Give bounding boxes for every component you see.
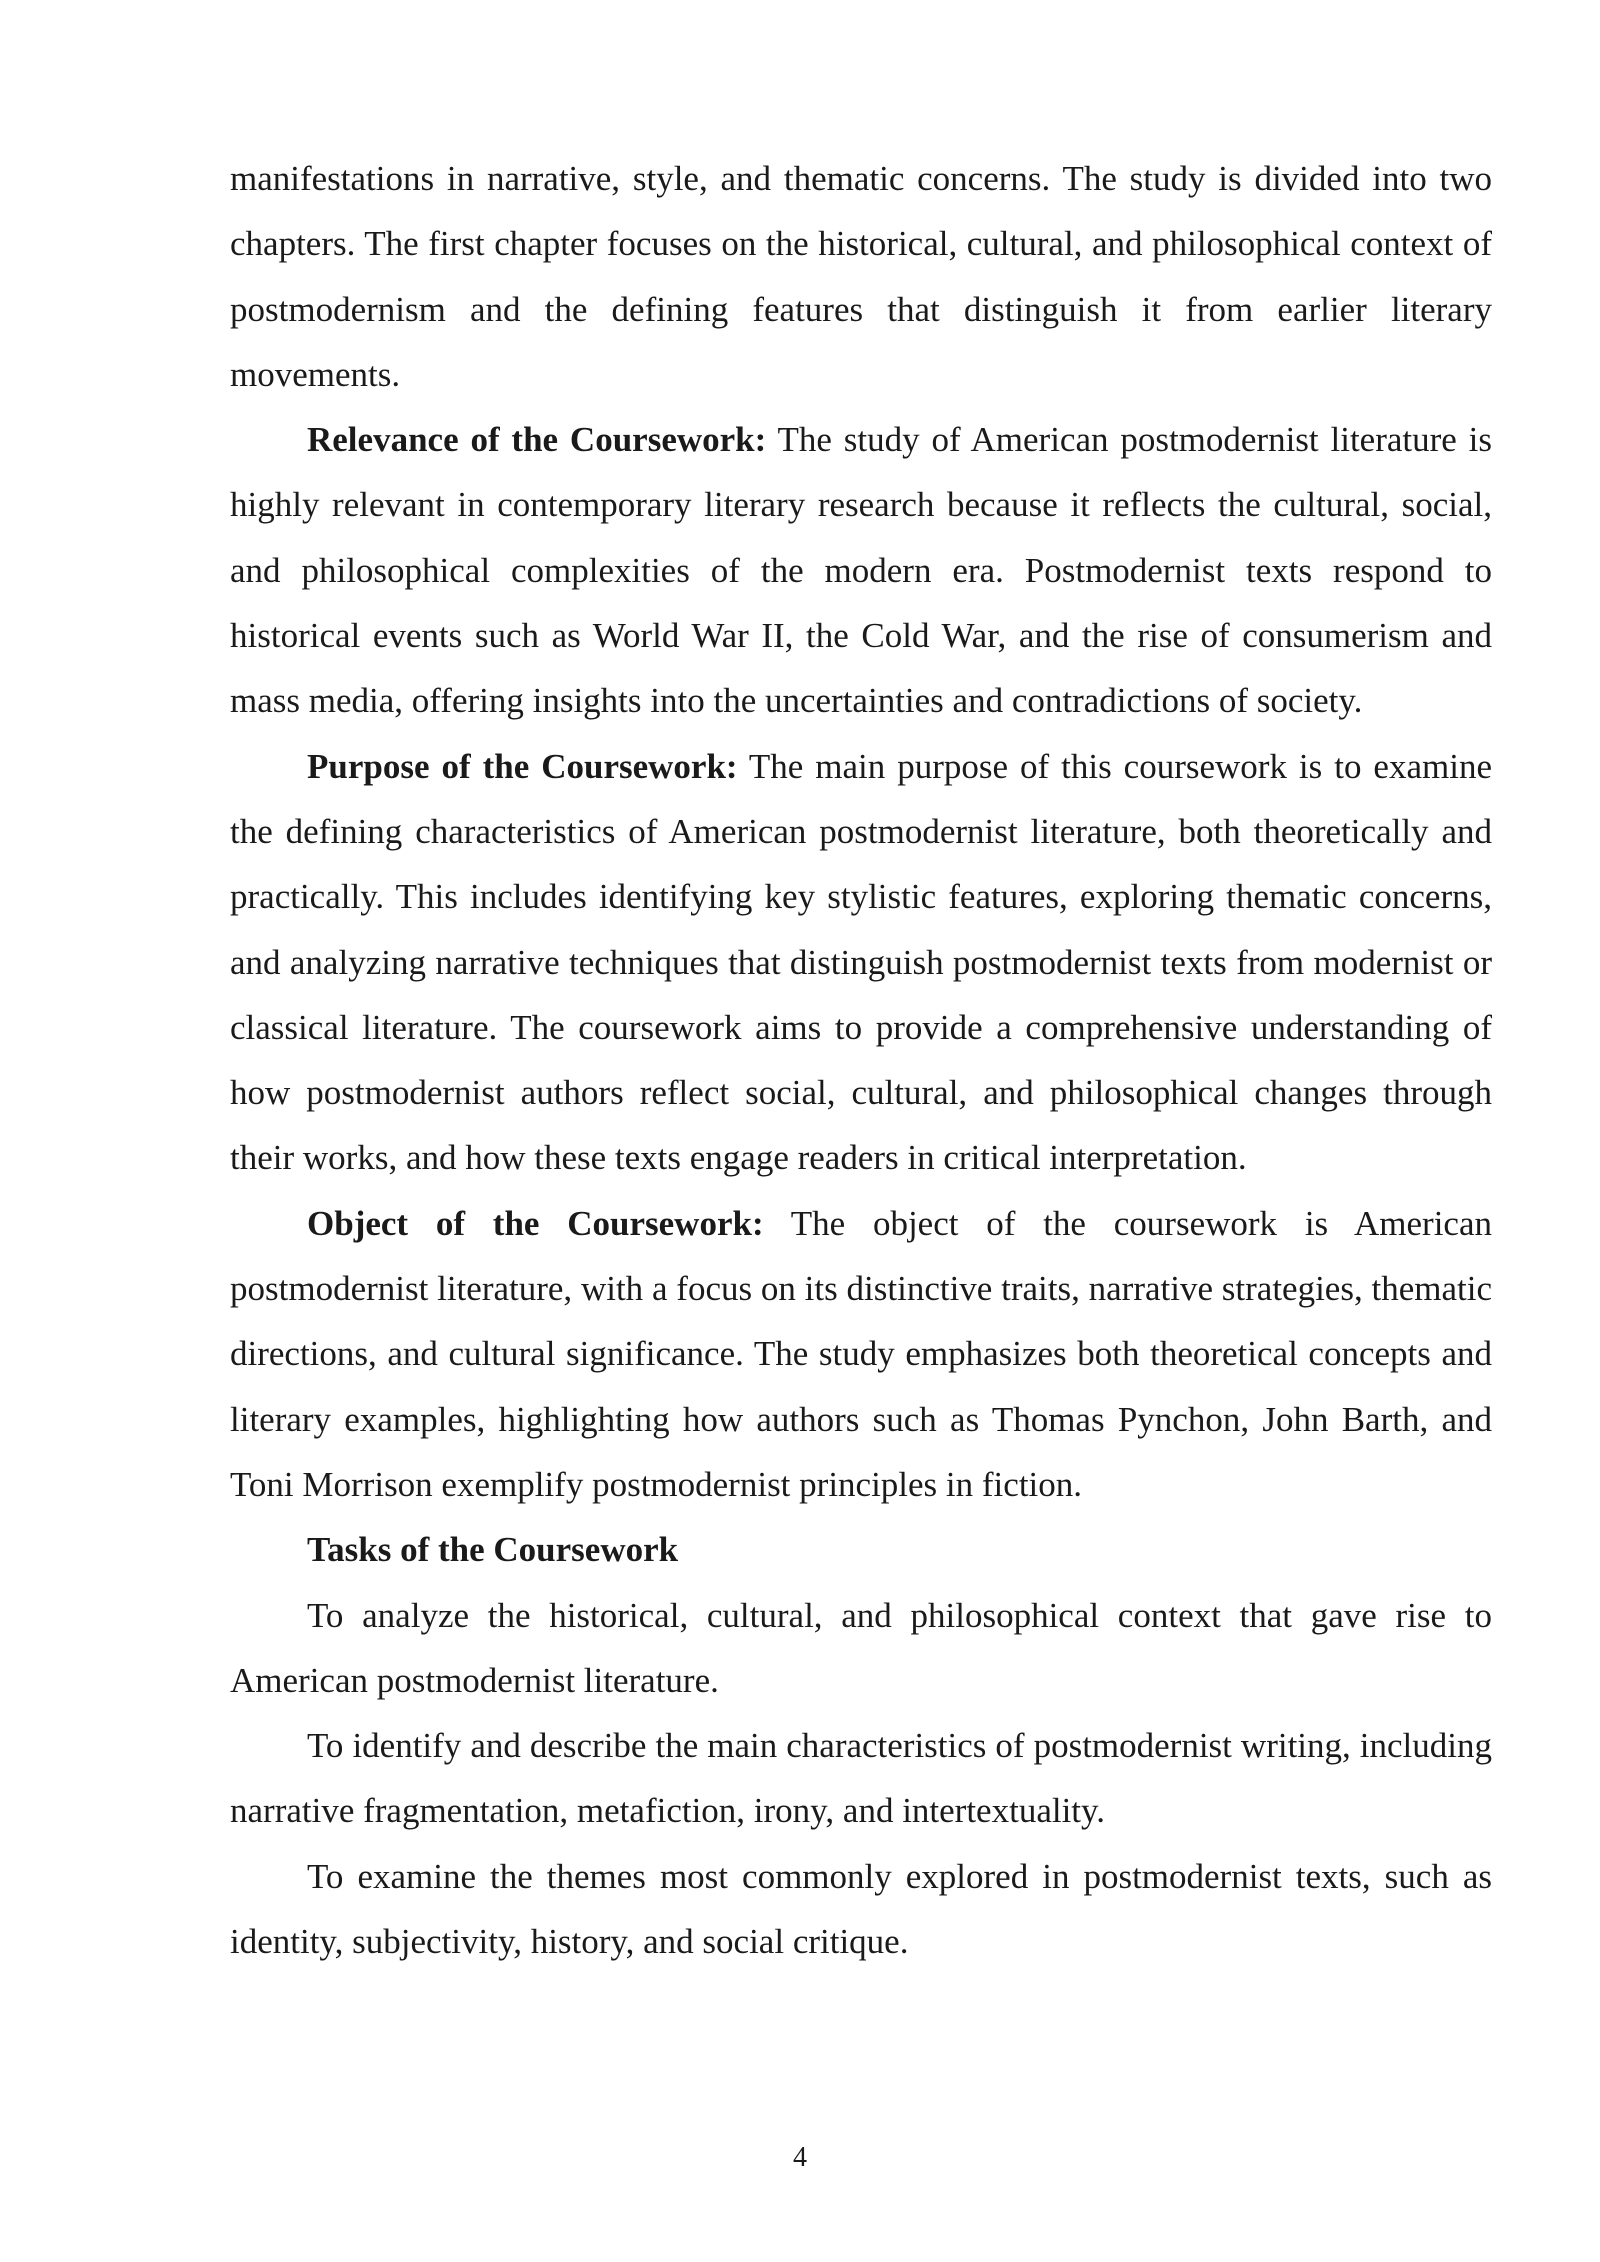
- relevance-heading: Relevance of the Coursework:: [307, 420, 767, 460]
- object-paragraph: [230, 1191, 1492, 1517]
- object-heading: Object of the Coursework:: [307, 1203, 764, 1243]
- relevance-text: The study of American postmodernist literature is highly relevant in contemporary literary research because it reflects the cultural, social, and philosophical complexities of the modern era. Postmodernist texts respond to historical events such as World War II, the Cold War, and the rise of consumerism and mass media, offering insights into the uncertainties and contradictions of society.: [230, 420, 1492, 721]
- tasks-heading: Tasks of the Coursework: [307, 1530, 679, 1570]
- relevance-paragraph: [230, 407, 1492, 733]
- task-item-1: To analyze the historical, cultural, and philosophical context that gave rise to American postmodernist literature.: [230, 1595, 1492, 1700]
- object-text: The object of the coursework is American postmodernist literature, with a focus on its distinctive traits, narrative strategies, thematic directions, and cultural significance. The study emphasizes both theoretical concepts and literary examples, highlighting how authors such as Thomas Pynchon, John Barth, and Toni Morrison exemplify postmodernist principles in fiction.: [230, 1203, 1492, 1504]
- intro-paragraph: manifestations in narrative, style, and thematic concerns. The study is divided into two chapters. The first chapter focuses on the historical, cultural, and philosophical context of postmodernism and the defining features that distinguish it from earlier literary movements.: [230, 159, 1492, 394]
- task-item-3: To examine the themes most commonly explored in postmodernist texts, such as identity, subjectivity, history, and social critique.: [230, 1856, 1492, 1962]
- page-body: [230, 146, 1492, 1974]
- purpose-paragraph: [230, 734, 1492, 1191]
- purpose-text: The main purpose of this coursework is to examine the defining characteristics of American postmodernist literature, both theoretically and practically. This includes identifying key stylistic features, exploring thematic concerns, and analyzing narrative techniques that distinguish postmodernist texts from modernist or classical literature. The coursework aims to provide a comprehensive understanding of how postmodernist authors reflect social, cultural, and philosophical changes through their works, and how these texts engage readers in critical interpretation.: [230, 746, 1492, 1178]
- purpose-heading: Purpose of the Coursework:: [307, 746, 738, 786]
- task-item-2: To identify and describe the main characteristics of postmodernist writing, including narrative fragmentation, metafiction, irony, and intertextuality.: [230, 1726, 1492, 1831]
- page-number: 4: [793, 2142, 807, 2173]
